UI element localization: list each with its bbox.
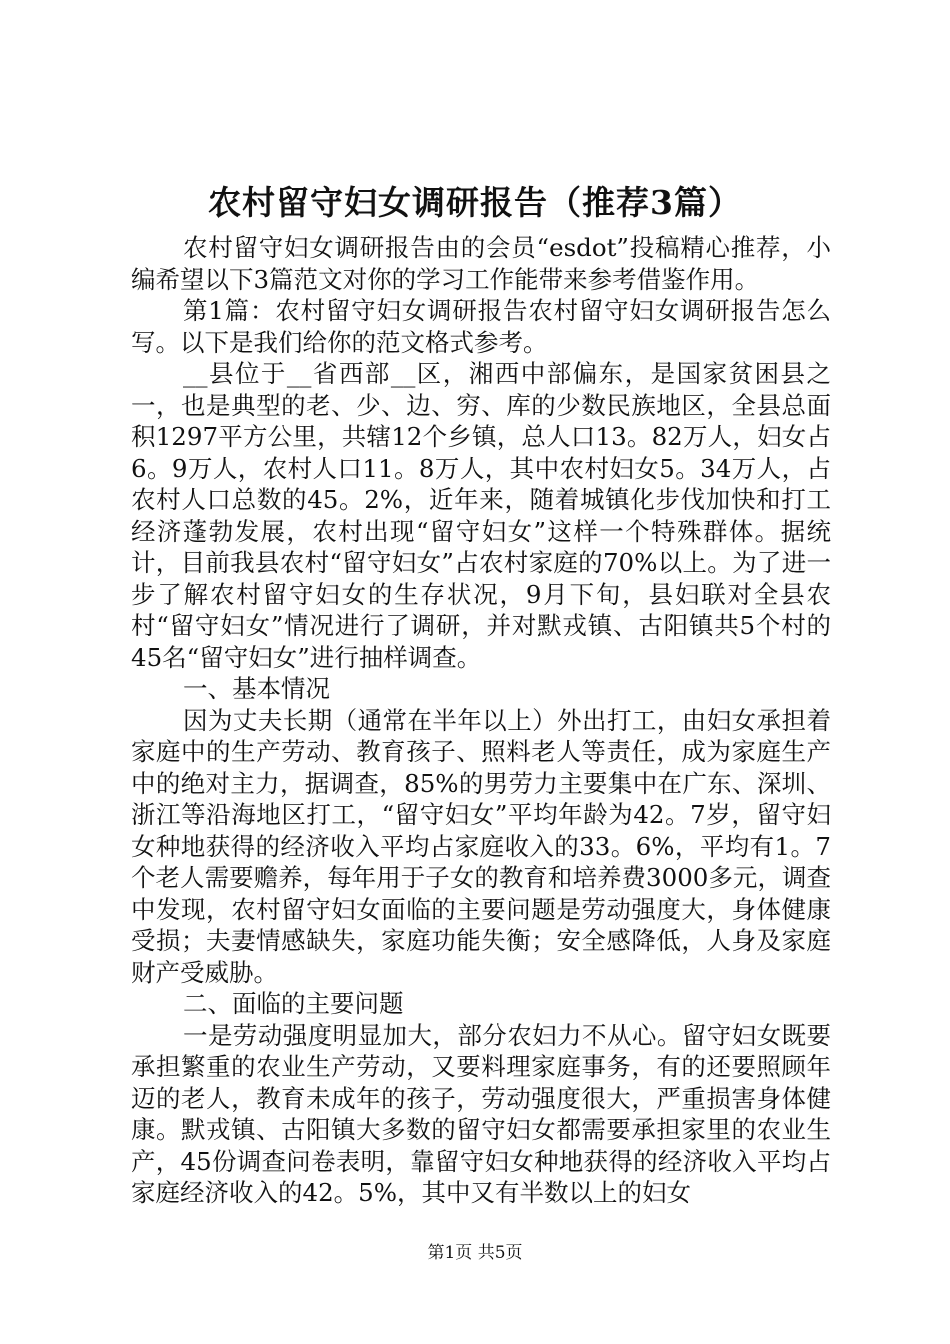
section-heading-basic: 一、基本情况 [183,674,330,703]
article-heading-paragraph: 第1篇：农村留守妇女调研报告农村留守妇女调研报告怎么写。以下是我们给你的范文格式参考。 [131,296,831,357]
section-heading-problems: 二、面临的主要问题 [183,989,404,1018]
county-overview-paragraph: __县位于__省西部__区，湘西中部偏东，是国家贫困县之一，也是典型的老、少、边、穷、库的少数民族地区，全县总面积1297平方公里，共辖12个乡镇，总人口13。82万人，妇女占6。9万人，农村人口11。8万人，其中农村妇女5。34万人，占农村人口总数的45。2%，近年来，随着城镇化步伐加快和打工经济蓬勃发展，农村出现“留守妇女”这样一个特殊群体。据统计，目前我县农村“留守妇女”占农村家庭的70%以上。为了进一步了解农村留守妇女的生存状况，9月下旬，县妇联对全县农村“留守妇女”情况进行了调研，并对默戎镇、古阳镇共5个村的45名“留守妇女”进行抽样调查。 [131,359,831,672]
problem-one-paragraph: 一是劳动强度明显加大，部分农妇力不从心。留守妇女既要承担繁重的农业生产劳动，又要料理家庭事务，有的还要照顾年迈的老人，教育未成年的孩子，劳动强度很大，严重损害身体健康。默戎镇、古阳镇大多数的留守妇女都需要承担家里的农业生产，45份调查问卷表明，靠留守妇女种地获得的经济收入平均占家庭经济收入的42。5%，其中又有半数以上的妇女 [131,1020,831,1207]
basic-situation-paragraph: 因为丈夫长期（通常在半年以上）外出打工，由妇女承担着家庭中的生产劳动、教育孩子、照料老人等责任，成为家庭生产中的绝对主力，据调查，85%的男劳力主要集中在广东、深圳、浙江等沿海地区打工，“留守妇女”平均年龄为42。7岁，留守妇女种地获得的经济收入平均占家庭收入的33。6%，平均有1。7个老人需要赡养，每年用于子女的教育和培养费3000多元，调查中发现，农村留守妇女面临的主要问题是劳动强度大，身体健康受损；夫妻情感缺失，家庭功能失衡；安全感降低，人身及家庭财产受威胁。 [131,705,831,987]
document-title: 农村留守妇女调研报告（推荐3篇） [208,183,742,222]
intro-paragraph: 农村留守妇女调研报告由的会员“esdot”投稿精心推荐，小编希望以下3篇范文对你的学习工作能带来参考借鉴作用。 [131,233,831,294]
page-footer: 第1页 共5页 [427,1243,523,1263]
document-body [131,232,831,1209]
